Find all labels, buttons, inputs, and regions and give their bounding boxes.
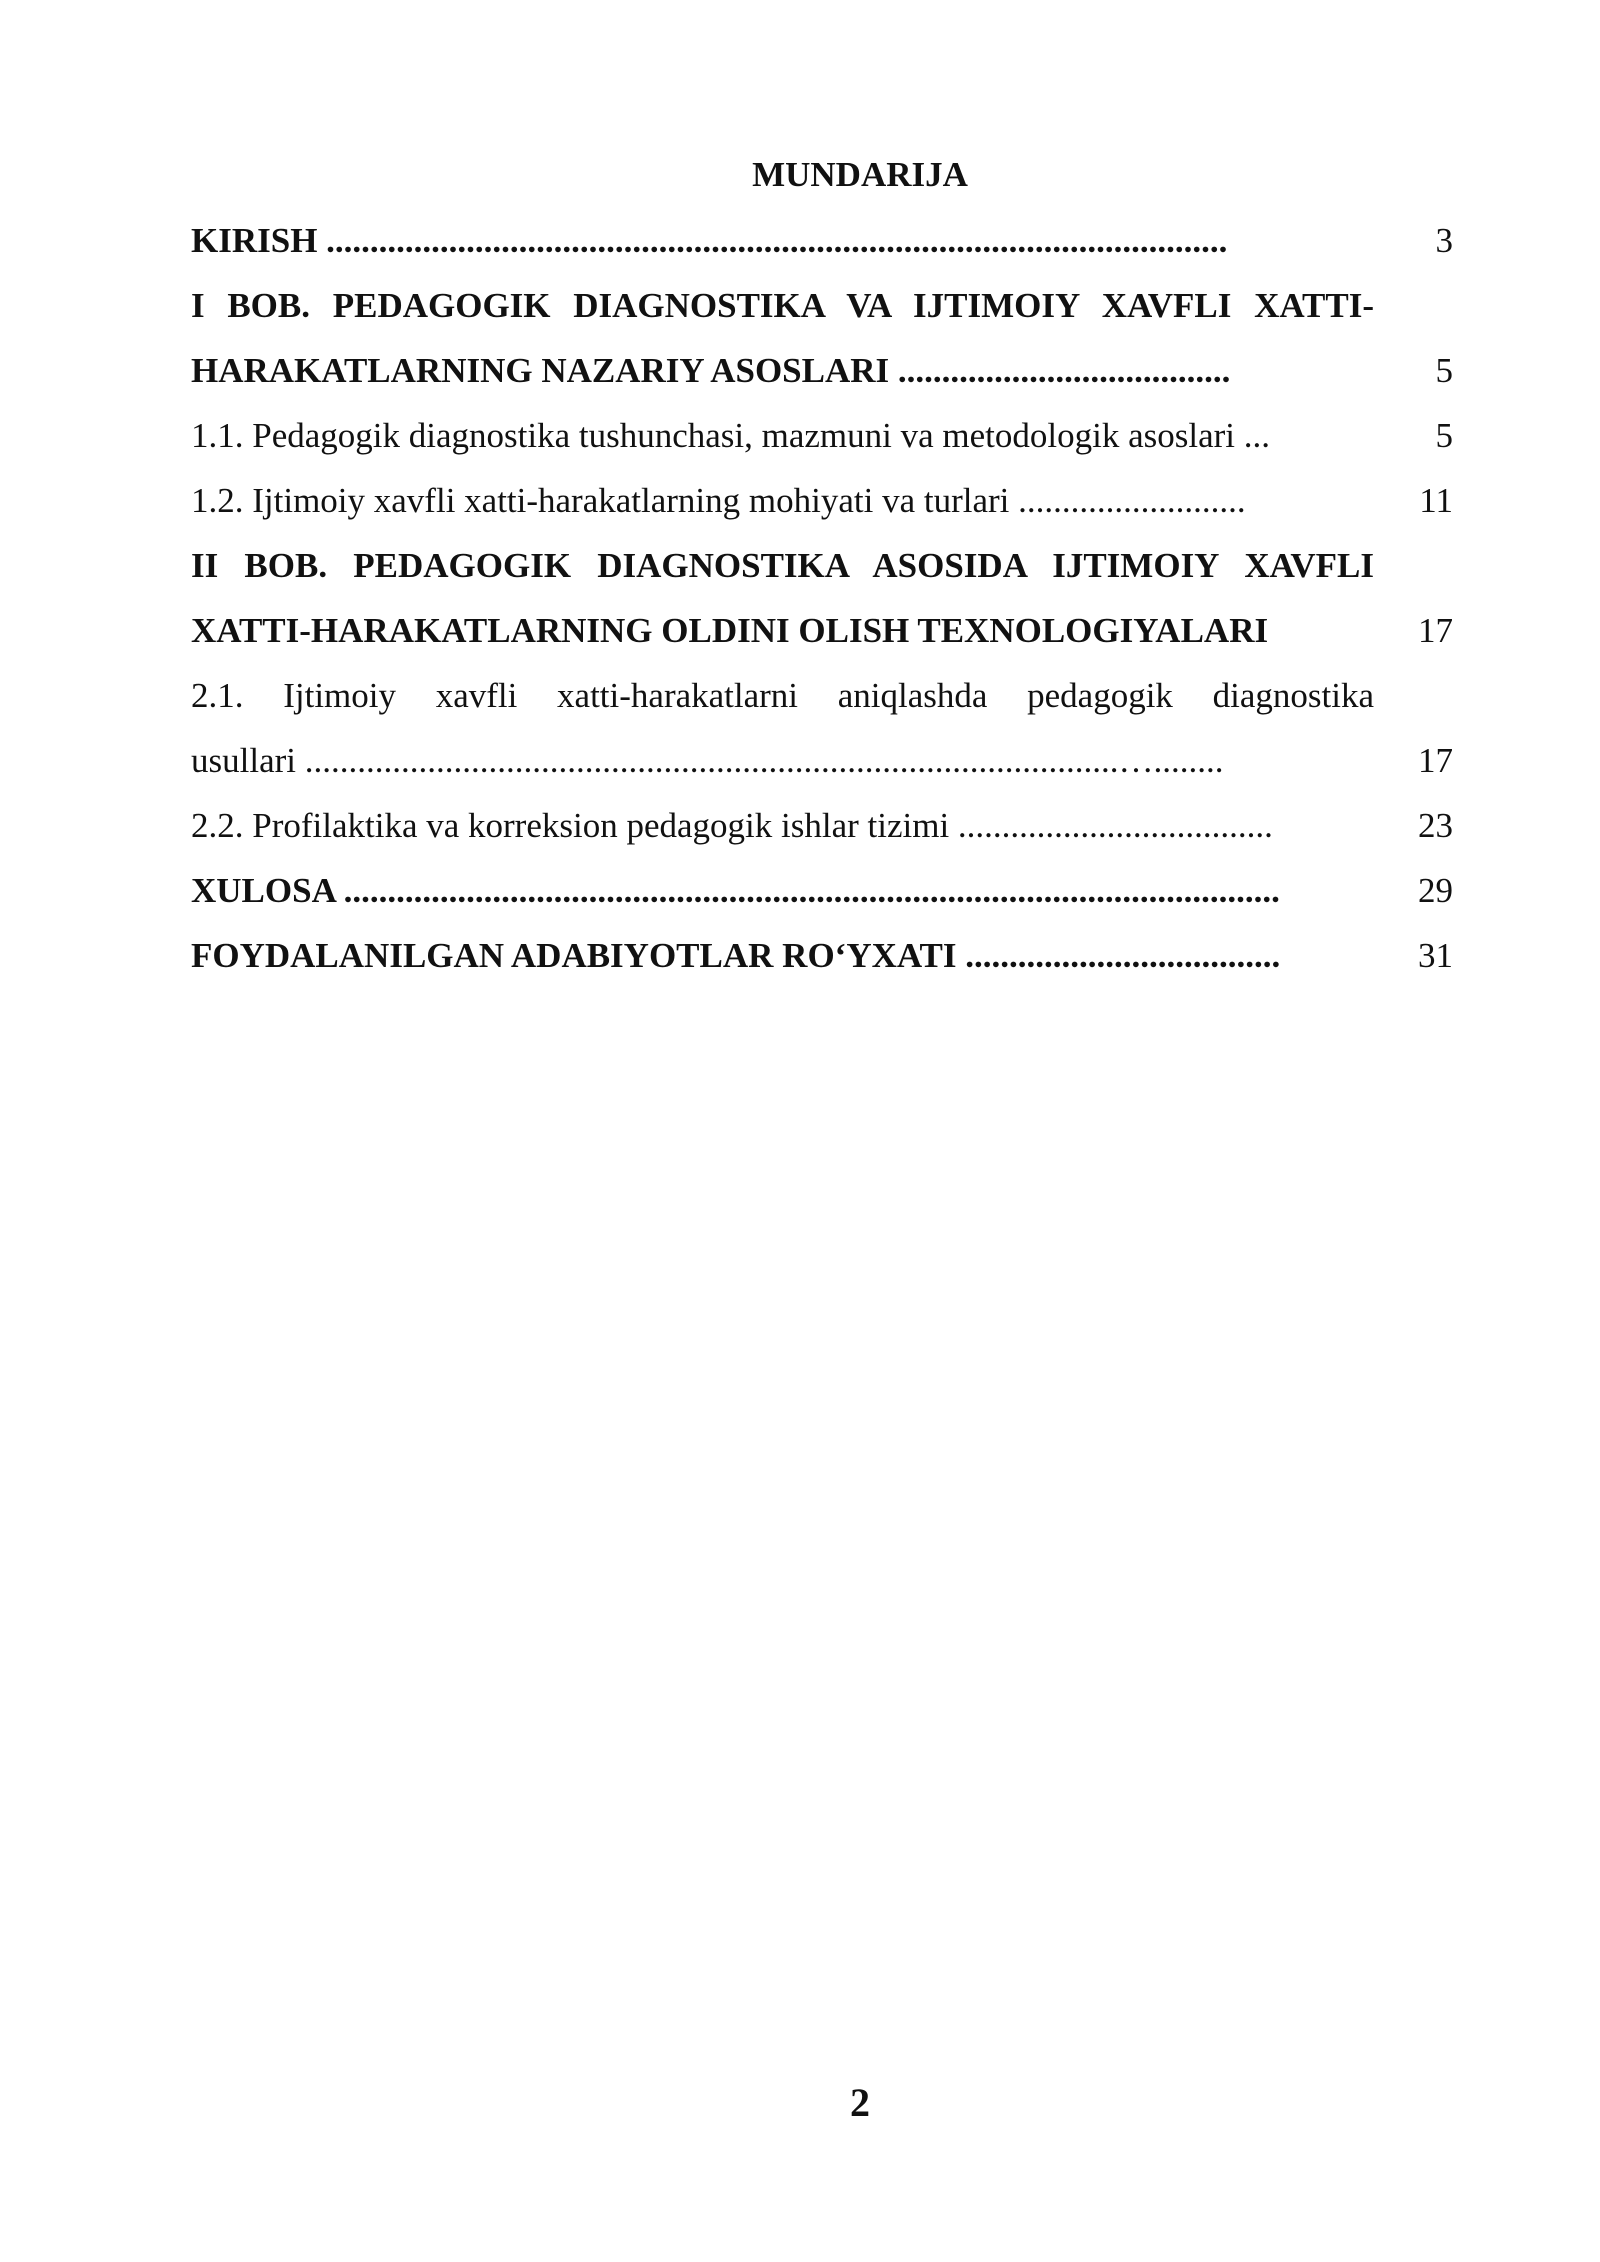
toc-entry-title: 2.2. Profilaktika va korreksion pedagogik ishlar tizimi .................................... <box>191 806 1273 845</box>
toc-entry-bibliography <box>191 923 1453 988</box>
page-title: MUNDARIJA <box>752 155 968 194</box>
page-number: 2 <box>850 2080 870 2125</box>
toc-entry-title: 1.1. Pedagogik diagnostika tushunchasi, mazmuni va metodologik asoslari ... <box>191 416 1271 455</box>
toc-entry-section-2-2 <box>191 793 1453 858</box>
toc-entry-section-1-2 <box>191 468 1453 533</box>
toc-entry-title: 2.1. Ijtimoiy xavfli xatti-harakatlarni aniqlashda pedagogik diagnostika <box>191 676 1374 715</box>
toc-page-number: 17 <box>1418 741 1453 780</box>
toc-entry-title: I BOB. PEDAGOGIK DIAGNOSTIKA VA IJTIMOIY XAVFLI XATTI- <box>191 286 1374 325</box>
toc-entry-title: FOYDALANILGAN ADABIYOTLAR RO‘YXATI .................................... <box>191 936 1281 975</box>
toc-entry-chapter-1-line-1 <box>191 273 1453 338</box>
toc-entry-section-1-1 <box>191 403 1453 468</box>
toc-entry-title: 1.2. Ijtimoiy xavfli xatti-harakatlarning mohiyati va turlari .......................... <box>191 481 1246 520</box>
toc-entry-title: XULOSA ........................................................................................................... <box>191 871 1280 910</box>
table-of-contents <box>191 208 1453 988</box>
toc-page-number: 31 <box>1418 936 1453 975</box>
toc-entry-chapter-2-line-1 <box>191 533 1453 598</box>
toc-entry-chapter-2-line-2 <box>191 598 1453 663</box>
toc-entry-title: usullari .............................................................................................…........ <box>191 741 1224 780</box>
toc-entry-section-2-1-line-1 <box>191 663 1453 728</box>
toc-entry-section-2-1-line-2 <box>191 728 1453 793</box>
toc-entry-kirish <box>191 208 1453 273</box>
toc-entry-title: KIRISH ....................................................................................................... <box>191 221 1228 260</box>
toc-entry-title: HARAKATLARNING NAZARIY ASOSLARI ...................................... <box>191 351 1231 390</box>
toc-entry-title: XATTI-HARAKATLARNING OLDINI OLISH TEXNOLOGIYALARI <box>191 611 1269 650</box>
toc-page-number: 23 <box>1418 806 1453 845</box>
toc-page-number: 3 <box>1435 221 1453 260</box>
toc-page-number: 5 <box>1435 351 1453 390</box>
toc-page-number: 17 <box>1418 611 1453 650</box>
toc-page-number: 29 <box>1418 871 1453 910</box>
toc-page-number: 11 <box>1419 481 1453 520</box>
toc-entry-chapter-1-line-2 <box>191 338 1453 403</box>
toc-entry-xulosa <box>191 858 1453 923</box>
toc-entry-title: II BOB. PEDAGOGIK DIAGNOSTIKA ASOSIDA IJTIMOIY XAVFLI <box>191 546 1374 585</box>
toc-page-number: 5 <box>1435 416 1453 455</box>
